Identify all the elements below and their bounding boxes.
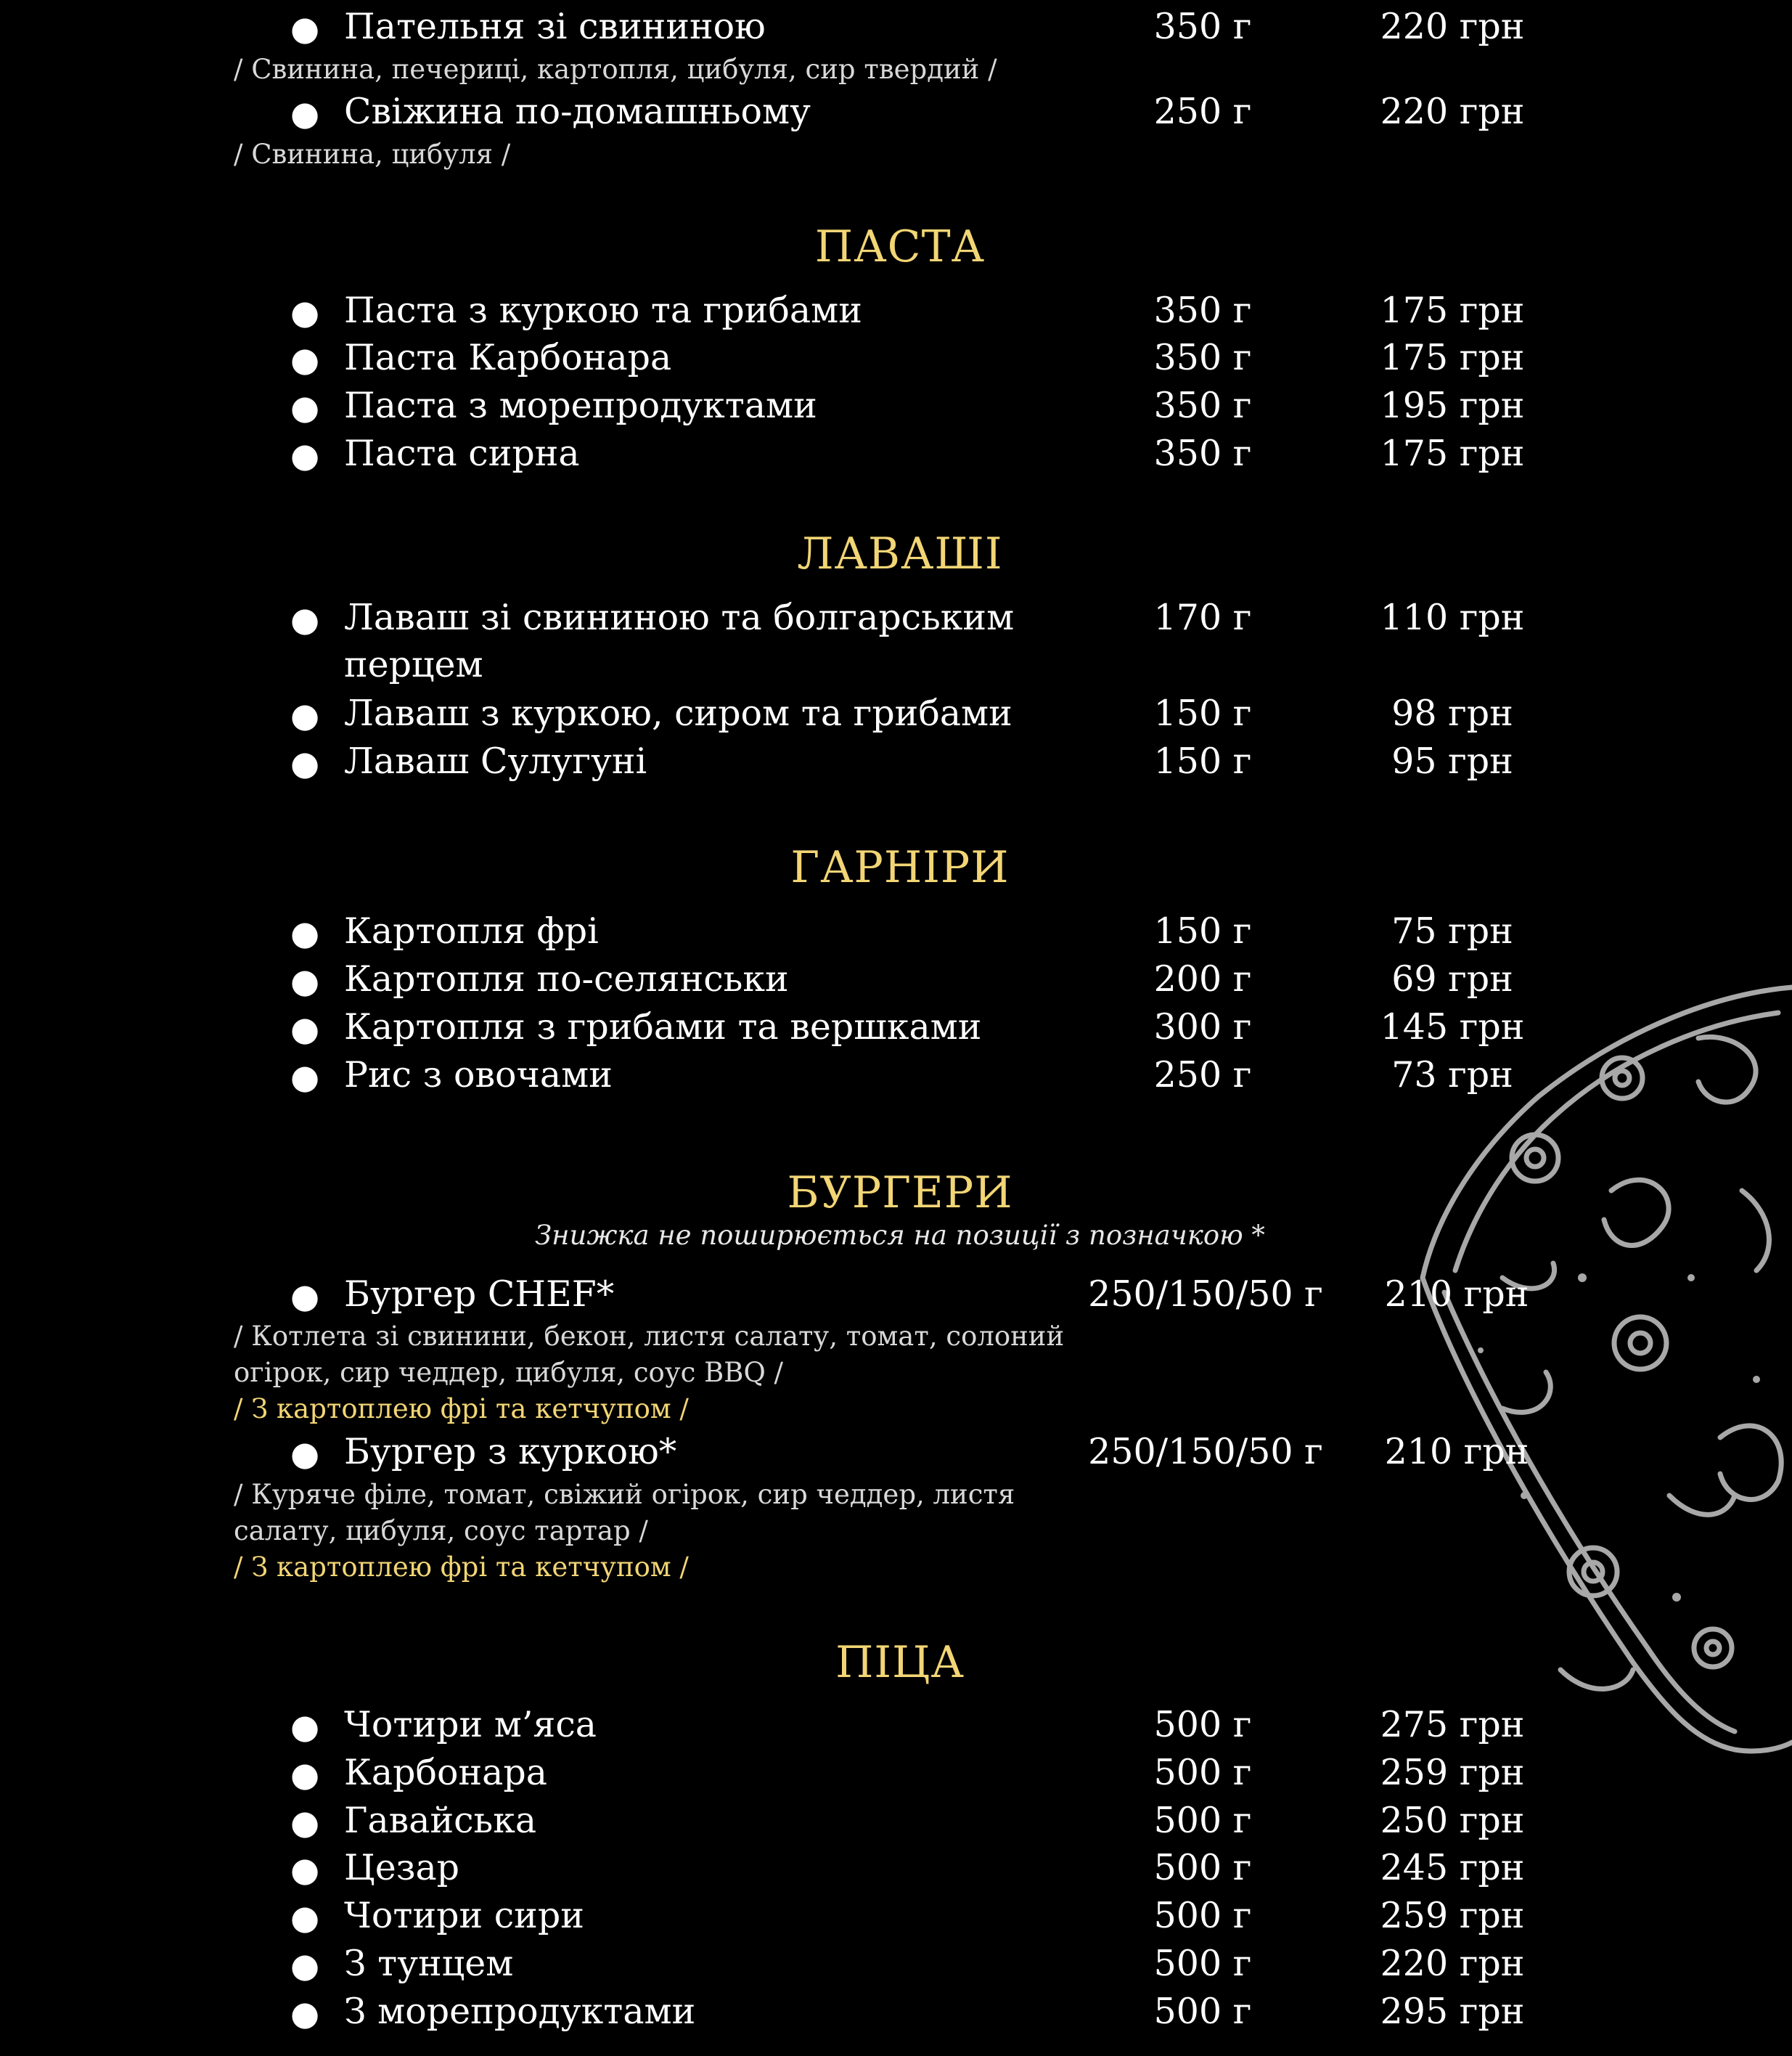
bullet-icon: ● xyxy=(290,340,320,379)
menu-item-description: / Свинина, цибуля / xyxy=(234,139,511,170)
bullet-icon: ● xyxy=(290,9,320,48)
menu-item-name: Цезар xyxy=(344,1847,460,1888)
menu-item-price: 220 грн xyxy=(1380,1943,1525,1984)
menu-item-name: Пательня зі свининою xyxy=(344,6,766,47)
menu-item-weight: 350 г xyxy=(1153,337,1252,378)
menu-item-name: Гавайська xyxy=(344,1800,537,1841)
menu-item-name: Свіжина по-домашньому xyxy=(344,91,811,132)
menu-item-name: Картопля по-селянськи xyxy=(344,958,789,1000)
menu-item-name: Рис з овочами xyxy=(344,1054,613,1096)
section-title-pasta: ПАСТА xyxy=(814,221,986,272)
menu-item-weight: 250/150/50 г xyxy=(1088,1273,1323,1315)
discount-note: Знижка не поширюється на позиції з позначкою * xyxy=(535,1220,1265,1251)
menu-item-name: Картопля фрі xyxy=(344,910,599,952)
menu-item-price: 210 грн xyxy=(1384,1273,1529,1315)
menu-item-weight: 500 г xyxy=(1153,1800,1252,1841)
menu-item-side: / З картоплею фрі та кетчупом / xyxy=(234,1393,689,1424)
menu-item-weight: 500 г xyxy=(1153,1847,1252,1888)
menu-item-name: Паста з морепродуктами xyxy=(344,385,817,426)
menu-item-weight: 150 г xyxy=(1153,910,1252,952)
bullet-icon: ● xyxy=(290,1434,320,1473)
menu-item-side: / З картоплею фрі та кетчупом / xyxy=(234,1551,689,1583)
menu-item-price: 175 грн xyxy=(1380,337,1525,378)
menu-item-name: Бургер з куркою* xyxy=(344,1431,677,1472)
bullet-icon: ● xyxy=(290,743,320,783)
menu-item-price: 220 грн xyxy=(1380,91,1525,132)
menu-item-weight: 500 г xyxy=(1153,1704,1252,1745)
bullet-icon: ● xyxy=(290,436,320,475)
menu-item-description: / Котлета зі свинини, бекон, листя салату, томат, солоний xyxy=(234,1321,1065,1352)
menu-item-weight: 350 г xyxy=(1153,290,1252,331)
menu-item-weight: 350 г xyxy=(1153,385,1252,426)
bullet-icon: ● xyxy=(290,1946,320,1985)
menu-item-price: 175 грн xyxy=(1380,433,1525,474)
bullet-icon: ● xyxy=(290,293,320,332)
menu-item-name: Бургер CHEF* xyxy=(344,1273,615,1315)
menu-item-price: 145 грн xyxy=(1380,1006,1525,1048)
bullet-icon: ● xyxy=(290,1276,320,1315)
bullet-icon: ● xyxy=(290,1994,320,2033)
menu-item-description: салату, цибуля, соус тартар / xyxy=(234,1515,648,1546)
menu-item-name: Паста сирна xyxy=(344,433,580,474)
menu-item-name: Паста Карбонара xyxy=(344,337,672,378)
menu-item-name: Карбонара xyxy=(344,1752,547,1793)
menu-item-weight: 250 г xyxy=(1153,1054,1252,1096)
menu-item-weight: 350 г xyxy=(1153,6,1252,47)
menu-item-description: / Куряче філе, томат, свіжий огірок, сир чеддер, листя xyxy=(234,1479,1015,1510)
menu-item-name: Картопля з грибами та вершками xyxy=(344,1006,982,1048)
section-title-lavash: ЛАВАШІ xyxy=(797,529,1003,579)
menu-item-weight: 250/150/50 г xyxy=(1088,1431,1323,1472)
section-title-pizza: ПІЦА xyxy=(835,1637,965,1688)
menu-item-description: огірок, сир чеддер, цибуля, соус BBQ / xyxy=(234,1357,784,1388)
section-title-garnish: ГАРНІРИ xyxy=(790,842,1010,893)
menu-item-weight: 300 г xyxy=(1153,1006,1252,1048)
menu-item-name: Лаваш Сулугуні xyxy=(344,741,647,782)
menu-item-description: / Свинина, печериці, картопля, цибуля, сир твердий / xyxy=(234,54,997,85)
bullet-icon: ● xyxy=(290,1850,320,1889)
bullet-icon: ● xyxy=(290,388,320,427)
menu-item-weight: 500 г xyxy=(1153,1991,1252,2032)
bullet-icon: ● xyxy=(290,600,320,639)
menu-item-price: 259 грн xyxy=(1380,1752,1525,1793)
menu-item-price: 175 грн xyxy=(1380,290,1525,331)
menu-item-name: Чотири м’яса xyxy=(344,1704,597,1745)
menu-item-weight: 200 г xyxy=(1153,958,1252,1000)
bullet-icon: ● xyxy=(290,961,320,1000)
bullet-icon: ● xyxy=(290,1057,320,1096)
menu-item-name: З тунцем xyxy=(344,1943,514,1984)
bullet-icon: ● xyxy=(290,1803,320,1842)
menu-item-price: 69 грн xyxy=(1391,958,1513,1000)
bullet-icon: ● xyxy=(290,913,320,952)
bullet-icon: ● xyxy=(290,1009,320,1048)
bullet-icon: ● xyxy=(290,1707,320,1746)
section-title-burgers: БУРГЕРИ xyxy=(787,1167,1013,1218)
menu-item-price: 245 грн xyxy=(1380,1847,1525,1888)
bullet-icon: ● xyxy=(290,1898,320,1937)
menu-item-price: 295 грн xyxy=(1380,1991,1525,2032)
menu-item-price: 275 грн xyxy=(1380,1704,1525,1745)
menu-item-price: 259 грн xyxy=(1380,1895,1525,1936)
menu-item-price: 73 грн xyxy=(1391,1054,1513,1096)
menu-item-price: 220 грн xyxy=(1380,6,1525,47)
menu-item-weight: 150 г xyxy=(1153,741,1252,782)
bullet-icon: ● xyxy=(290,1755,320,1794)
bullet-icon: ● xyxy=(290,94,320,133)
menu-item-weight: 150 г xyxy=(1153,693,1252,734)
menu-item-name: Чотири сири xyxy=(344,1895,584,1936)
bullet-icon: ● xyxy=(290,695,320,735)
menu-item-weight: 500 г xyxy=(1153,1943,1252,1984)
menu-item-name: Лаваш з куркою, сиром та грибами xyxy=(344,693,1012,734)
menu-item-price: 195 грн xyxy=(1380,385,1525,426)
menu-item-name: Паста з куркою та грибами xyxy=(344,290,862,331)
menu-item-price: 98 грн xyxy=(1391,693,1513,734)
menu-item-name-continued: перцем xyxy=(344,644,483,685)
menu-item-weight: 500 г xyxy=(1153,1895,1252,1936)
menu-item-name: З морепродуктами xyxy=(344,1991,696,2032)
menu-item-price: 75 грн xyxy=(1391,910,1513,952)
menu-item-name: Лаваш зі свининою та болгарським xyxy=(344,597,1015,638)
menu-item-weight: 350 г xyxy=(1153,433,1252,474)
menu-item-weight: 170 г xyxy=(1153,597,1252,638)
menu-item-price: 95 грн xyxy=(1391,741,1513,782)
menu-item-price: 110 грн xyxy=(1380,597,1525,638)
menu-item-weight: 500 г xyxy=(1153,1752,1252,1793)
menu-item-price: 210 грн xyxy=(1384,1431,1529,1472)
menu-item-price: 250 грн xyxy=(1380,1800,1525,1841)
menu-item-weight: 250 г xyxy=(1153,91,1252,132)
